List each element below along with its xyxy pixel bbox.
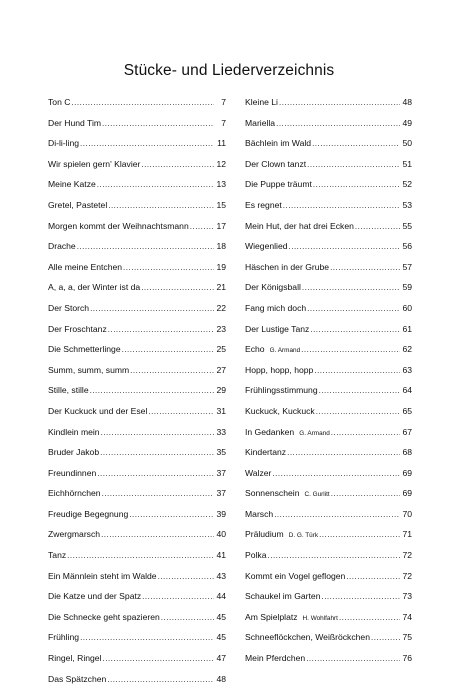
toc-entry-page-number: 65 — [402, 405, 412, 416]
toc-entry-page-number: 50 — [402, 138, 412, 149]
dot-leader — [274, 509, 400, 521]
toc-entry-page-number: 70 — [402, 508, 412, 519]
toc-entry-page-number: 25 — [216, 344, 226, 355]
dot-leader — [103, 653, 214, 665]
dot-leader — [346, 571, 400, 583]
dot-leader — [158, 571, 214, 583]
toc-entry-page-number: 22 — [216, 302, 226, 313]
toc-entry-title: Mein Hut, der hat drei Ecken — [245, 220, 354, 231]
toc-entry-title: Der Hund Tim — [48, 117, 102, 128]
toc-entry — [245, 158, 412, 179]
dot-leader — [276, 118, 400, 130]
toc-entry — [48, 220, 226, 241]
toc-entry-page-number: 55 — [402, 220, 412, 231]
toc-entry — [48, 652, 226, 673]
toc-entry-page-number: 68 — [402, 447, 412, 458]
toc-entry-page-number: 72 — [402, 570, 412, 581]
toc-entry-title: Die Schnecke geht spazieren — [48, 611, 160, 622]
toc-entry-page-number: 17 — [216, 220, 226, 231]
toc-entry — [48, 487, 226, 508]
toc-entry — [245, 467, 412, 488]
dot-leader — [301, 344, 400, 356]
toc-entry — [245, 549, 412, 570]
toc-entry — [48, 446, 226, 467]
toc-entry — [48, 631, 226, 652]
toc-entry-page-number: 45 — [216, 611, 226, 622]
toc-entry-title: Morgen kommt der Weihnachtsmann — [48, 220, 189, 231]
dot-leader — [312, 138, 400, 150]
toc-entry — [245, 590, 412, 611]
toc-entry-title: Meine Katze — [48, 179, 96, 190]
toc-entry — [245, 487, 412, 508]
dot-leader — [90, 303, 214, 315]
toc-entry-title: Ton C — [48, 97, 71, 107]
toc-entry — [245, 652, 412, 673]
toc-entry-title: Frühling — [48, 632, 80, 643]
toc-entry — [245, 220, 412, 241]
toc-entry — [48, 240, 226, 261]
toc-entry-title: Ringel, Ringel — [48, 653, 102, 664]
toc-entry-title: Der Königsball — [245, 282, 301, 293]
toc-entry-title: Es regnet — [245, 199, 282, 210]
dot-leader — [141, 282, 214, 294]
toc-entry — [48, 549, 226, 570]
dot-leader — [330, 262, 400, 274]
toc-entry-title: Fang mich doch — [245, 302, 307, 313]
dot-leader — [101, 427, 214, 439]
dot-leader — [268, 550, 401, 562]
toc-entry-title: Sonnenschein — [245, 488, 300, 499]
toc-entry-title: Der Lustige Tanz — [245, 323, 310, 334]
toc-entry — [48, 343, 226, 364]
dot-leader — [302, 282, 400, 294]
toc-entry — [245, 137, 412, 158]
toc-entry — [245, 261, 412, 282]
toc-entry-title: Die Schmetterlinge — [48, 344, 121, 355]
toc-entry — [245, 281, 412, 302]
dot-leader — [313, 179, 400, 191]
toc-entry — [48, 467, 226, 488]
toc-entry-page-number: 48 — [216, 673, 226, 684]
toc-entry — [245, 343, 412, 364]
dot-leader — [108, 200, 214, 212]
dot-leader — [331, 488, 400, 500]
toc-entry — [48, 426, 226, 447]
toc-entry-page-number: 72 — [402, 550, 412, 561]
toc-entry-page-number: 41 — [216, 550, 226, 561]
dot-leader — [108, 324, 214, 336]
toc-entry-page-number: 33 — [216, 426, 226, 437]
toc-entry — [48, 117, 226, 138]
toc-entry-page-number: 40 — [216, 529, 226, 540]
toc-entry-title: Di-li-ling — [48, 138, 80, 149]
toc-entry-title: Der Storch — [48, 302, 90, 313]
dot-leader — [102, 118, 214, 130]
toc-entry-page-number: 67 — [402, 426, 412, 437]
dot-leader — [130, 365, 214, 377]
toc-entry-page-number: 51 — [402, 158, 412, 169]
dot-leader — [97, 179, 214, 191]
toc-entry-composer: C. Gurlitt — [304, 491, 330, 499]
dot-leader — [161, 612, 214, 624]
toc-entry-page-number: 35 — [216, 447, 226, 458]
toc-entry-title: Am Spielplatz — [245, 611, 298, 622]
toc-entry-title: Bruder Jakob — [48, 447, 100, 458]
toc-entry — [245, 508, 412, 529]
toc-entry-title: Zwergmarsch — [48, 529, 101, 540]
dot-leader — [319, 385, 400, 397]
toc-entry-page-number: 37 — [216, 488, 226, 499]
dot-leader — [90, 385, 214, 397]
dot-leader — [306, 653, 400, 665]
toc-entry-title: Frühlingsstimmung — [245, 385, 318, 396]
dot-leader — [321, 591, 400, 603]
toc-entry-title: Häschen in der Grube — [245, 261, 330, 272]
toc-entry — [245, 446, 412, 467]
toc-entry-title: Kindertanz — [245, 447, 287, 458]
toc-entry — [245, 302, 412, 323]
toc-entry — [245, 405, 412, 426]
toc-entry-title: Tanz — [48, 550, 67, 561]
toc-entry-page-number: 12 — [216, 158, 226, 169]
toc-entry-title: Wir spielen gern' Klavier — [48, 158, 141, 169]
toc-entry-page-number: 37 — [216, 467, 226, 478]
toc-entry — [245, 528, 412, 549]
toc-entry-page-number: 69 — [402, 467, 412, 478]
dot-leader — [316, 406, 400, 418]
toc-entry-page-number: 69 — [402, 488, 412, 499]
dot-leader — [279, 97, 400, 109]
toc-entry-title: Mariella — [245, 117, 276, 128]
toc-entry-page-number: 63 — [402, 364, 412, 375]
toc-entry — [48, 570, 226, 591]
dot-leader — [190, 221, 214, 233]
toc-entry-page-number: 13 — [216, 179, 226, 190]
dot-leader — [67, 550, 214, 562]
toc-entry-title: Der Clown tanzt — [245, 158, 307, 169]
dot-leader — [287, 447, 400, 459]
toc-entry-page-number: 60 — [402, 302, 412, 313]
toc-entry-title: Drache — [48, 241, 76, 252]
dot-leader — [101, 529, 214, 541]
dot-leader — [289, 241, 400, 253]
toc-entry — [245, 96, 412, 117]
toc-entry — [48, 508, 226, 529]
toc-entry — [245, 426, 412, 447]
toc-entry-page-number: 44 — [216, 591, 226, 602]
toc-entry-title: Die Puppe träumt — [245, 179, 312, 190]
toc-entry-composer: G. Armand — [299, 429, 330, 437]
dot-leader — [307, 303, 400, 315]
toc-entry — [245, 570, 412, 591]
toc-entry-page-number: 75 — [402, 632, 412, 643]
dot-leader — [107, 674, 214, 686]
dot-leader — [272, 468, 400, 480]
toc-entry-title: Schneeflöckchen, Weißröckchen — [245, 632, 370, 643]
toc-entry-page-number: 64 — [402, 385, 412, 396]
dot-leader — [77, 241, 214, 253]
dot-leader — [141, 159, 214, 171]
toc-entry — [48, 384, 226, 405]
toc-entry — [245, 178, 412, 199]
toc-entry — [48, 364, 226, 385]
toc-entry-title: Der Froschtanz — [48, 323, 107, 334]
toc-entry — [48, 137, 226, 158]
toc-entry — [48, 158, 226, 179]
toc-entry-title: Präludium — [245, 529, 284, 540]
dot-leader — [102, 488, 214, 500]
toc-entry-page-number: 56 — [402, 241, 412, 252]
toc-entry-title: Die Katze und der Spatz — [48, 591, 142, 602]
dot-leader — [371, 632, 400, 644]
toc-entry-title: Schaukel im Garten — [245, 591, 321, 602]
toc-entry-page-number: 19 — [216, 261, 226, 272]
toc-entry — [245, 384, 412, 405]
toc-entry — [245, 364, 412, 385]
dot-leader — [319, 529, 400, 541]
dot-leader — [80, 632, 214, 644]
toc-entry — [245, 611, 412, 632]
toc-entry — [245, 199, 412, 220]
toc-entry — [48, 178, 226, 199]
toc-entry-page-number: 21 — [216, 282, 226, 293]
toc-entry — [48, 199, 226, 220]
dot-leader — [355, 221, 400, 233]
toc-entry-page-number: 49 — [402, 117, 412, 128]
toc-entry-page-number: 29 — [216, 385, 226, 396]
toc-entry-title: Bächlein im Wald — [245, 138, 312, 149]
toc-entry-page-number: 53 — [402, 199, 412, 210]
toc-entry — [48, 302, 226, 323]
dot-leader — [71, 97, 214, 109]
toc-entry-page-number: 7 — [221, 97, 226, 107]
toc-entry-page-number: 76 — [402, 653, 412, 664]
toc-entry-page-number: 73 — [402, 591, 412, 602]
dot-leader — [283, 200, 400, 212]
toc-entry-title: Kommt ein Vogel geflogen — [245, 570, 346, 581]
toc-entry-composer: H. Wohlfahrt — [302, 614, 338, 622]
toc-entry-page-number: 74 — [402, 611, 412, 622]
toc-entry — [245, 323, 412, 344]
toc-entry-title: Das Spätzchen — [48, 673, 107, 684]
toc-entry-title: A, a, a, der Winter ist da — [48, 282, 141, 293]
toc-entry-page-number: 7 — [221, 117, 226, 128]
dot-leader — [122, 344, 214, 356]
toc-entry-page-number: 61 — [402, 323, 412, 334]
toc-entry-title: Kuckuck, Kuckuck — [245, 405, 315, 416]
toc-entry-title: Summ, summ, summ — [48, 364, 130, 375]
toc-entry-page-number: 27 — [216, 364, 226, 375]
toc-entry — [48, 673, 226, 693]
dot-leader — [314, 365, 400, 377]
toc-entry-title: Hopp, hopp, hopp — [245, 364, 314, 375]
dot-leader — [129, 509, 214, 521]
dot-leader — [100, 447, 214, 459]
toc-entry-page-number: 39 — [216, 508, 226, 519]
toc-entry-title: Marsch — [245, 508, 274, 519]
toc-entry-page-number: 43 — [216, 570, 226, 581]
toc-entry — [48, 590, 226, 611]
toc-entry-title: Freundinnen — [48, 467, 97, 478]
toc-entry-page-number: 31 — [216, 405, 226, 416]
toc-entry — [48, 261, 226, 282]
toc-entry-composer: G. Armand — [269, 347, 301, 355]
dot-leader — [307, 159, 400, 171]
toc-entry-page-number: 23 — [216, 323, 226, 334]
toc-entry-title: Walzer — [245, 467, 272, 478]
toc-entry — [48, 281, 226, 302]
toc-entry-page-number: 45 — [216, 632, 226, 643]
dot-leader — [310, 324, 400, 336]
toc-entry — [245, 117, 412, 138]
dot-leader — [339, 612, 400, 624]
toc-entry — [48, 528, 226, 549]
toc-entry-title: Gretel, Pastetel — [48, 199, 108, 210]
toc-entry-title: In Gedanken — [245, 426, 295, 437]
dot-leader — [148, 406, 214, 418]
toc-entry-title: Ein Männlein steht im Walde — [48, 570, 157, 581]
toc-entry — [48, 405, 226, 426]
page-title: Stücke- und Liederverzeichnis — [123, 62, 335, 79]
dot-leader — [80, 138, 214, 150]
toc-entry-title: Stille, stille — [48, 385, 89, 396]
toc-entry-title: Echo — [245, 344, 265, 355]
toc-entry-title: Wiegenlied — [245, 241, 288, 252]
toc-entry — [48, 323, 226, 344]
toc-entry — [48, 611, 226, 632]
toc-entry-composer: D. G. Türk — [288, 532, 319, 540]
toc-entry-page-number: 57 — [402, 261, 412, 272]
toc-entry-title: Der Kuckuck und der Esel — [48, 405, 148, 416]
toc-entry-page-number: 11 — [217, 138, 226, 149]
dot-leader — [331, 427, 400, 439]
toc-entry — [245, 240, 412, 261]
dot-leader — [123, 262, 214, 274]
toc-entry-page-number: 71 — [402, 529, 412, 540]
toc-entry — [245, 631, 412, 652]
toc-entry-title: Eichhörnchen — [48, 488, 101, 499]
toc-entry-page-number: 62 — [402, 344, 412, 355]
toc-entry-title: Freudige Begegnung — [48, 508, 129, 519]
toc-entry-title: Kleine Li — [245, 97, 278, 107]
toc-entry-title: Polka — [245, 550, 267, 561]
dot-leader — [142, 591, 214, 603]
toc-entry — [48, 96, 226, 117]
toc-left-column — [48, 96, 226, 693]
toc-entry-page-number: 47 — [216, 653, 226, 664]
toc-entry-title: Kindlein mein — [48, 426, 100, 437]
dot-leader — [97, 468, 214, 480]
toc-entry-page-number: 59 — [402, 282, 412, 293]
toc-entry-title: Mein Pferdchen — [245, 653, 306, 664]
toc-entry-page-number: 15 — [216, 199, 226, 210]
toc-right-column — [245, 96, 412, 673]
toc-entry-page-number: 48 — [402, 97, 412, 107]
toc-entry-title: Alle meine Entchen — [48, 261, 123, 272]
toc-entry-page-number: 18 — [216, 241, 226, 252]
toc-entry-page-number: 52 — [402, 179, 412, 190]
